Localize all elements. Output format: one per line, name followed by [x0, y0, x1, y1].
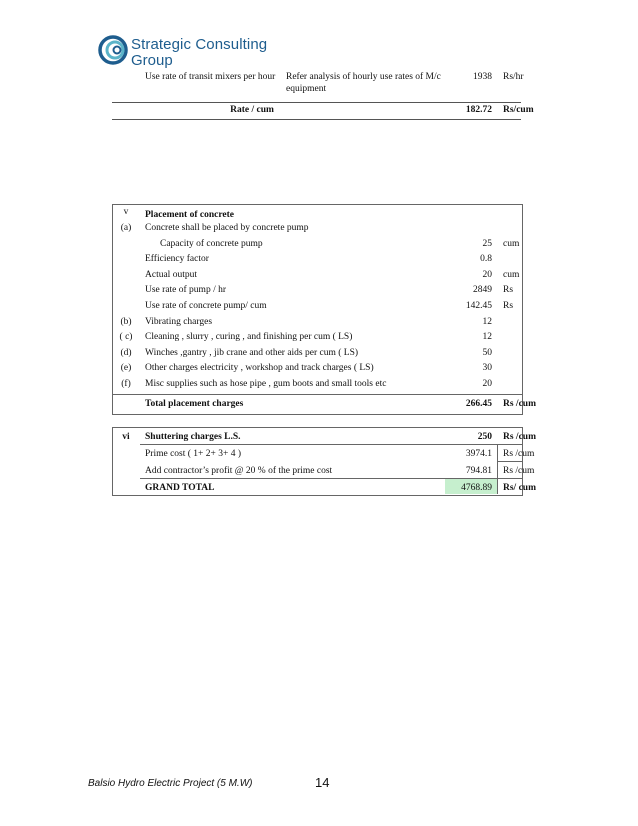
row-value: 25 [482, 239, 492, 249]
row-value: 50 [482, 348, 492, 358]
rate-value: 182.72 [465, 105, 492, 115]
row-value: 2849 [473, 285, 492, 295]
page-number: 14 [315, 775, 330, 790]
logo-text-line2: Group [131, 52, 173, 69]
company-logo [98, 30, 288, 70]
profit-value: 794.81 [465, 466, 492, 476]
row-label: Vibrating charges [145, 317, 213, 327]
row-unit: cum [503, 270, 520, 280]
logo-rings-icon [98, 30, 130, 70]
shuttering-unit: Rs /cum [503, 432, 536, 442]
profit-label: Add contractor’s profit @ 20 % of the prime cost [145, 466, 333, 476]
unit-column-line [497, 444, 498, 494]
row-value: 20 [482, 379, 492, 389]
profit-unit: Rs /cum [503, 466, 535, 476]
shuttering-row-line [140, 444, 522, 445]
row-label: Actual output [145, 270, 197, 280]
row-label: Concrete shall be placed by concrete pump [145, 223, 309, 233]
transit-mixer-unit: Rs/hr [503, 72, 524, 82]
prime-row-line [498, 461, 522, 462]
row-value: 30 [482, 363, 492, 373]
prime-cost-unit: Rs /cum [503, 449, 535, 459]
row-label: Other charges electricity , workshop and track charges ( LS) [145, 363, 374, 373]
transit-mixer-reference: Refer analysis of hourly use rates of M/c equipment [286, 72, 441, 94]
row-unit: Rs [503, 285, 514, 295]
logo-text-line1: Strategic Consulting [131, 36, 268, 53]
prime-cost-value: 3974.1 [465, 449, 492, 459]
total-placement-label: Total placement charges [145, 399, 244, 409]
row-id: ( c) [119, 332, 133, 342]
row-unit: Rs [503, 301, 514, 311]
row-label: Use rate of concrete pump/ cum [145, 301, 267, 311]
row-id: (f) [121, 379, 131, 389]
prime-cost-label: Prime cost ( 1+ 2+ 3+ 4 ) [145, 449, 242, 459]
shuttering-value: 250 [477, 432, 492, 442]
transit-mixer-value: 1938 [473, 72, 492, 82]
placement-total-separator [112, 394, 523, 395]
transit-mixer-description: Use rate of transit mixers per hour [145, 72, 276, 82]
row-id: (e) [120, 363, 132, 373]
grand-total-label: GRAND TOTAL [145, 483, 215, 493]
footer-project-name: Balsio Hydro Electric Project (5 M.W) [88, 778, 253, 789]
row-label: Cleaning , slurry , curing , and finishing per cum ( LS) [145, 332, 353, 342]
row-value: 0.8 [480, 254, 492, 264]
row-label: Capacity of concrete pump [160, 239, 263, 249]
rate-row-double-border [112, 118, 521, 120]
row-value: 12 [482, 332, 492, 342]
row-value: 142.45 [465, 301, 492, 311]
row-label: Misc supplies such as hose pipe , gum boots and small tools etc [145, 379, 387, 389]
row-value: 12 [482, 317, 492, 327]
row-label: Efficiency factor [145, 254, 209, 264]
row-label: Winches ,gantry , jib crane and other aids per cum ( LS) [145, 348, 359, 358]
section-title: Placement of concrete [145, 210, 234, 220]
total-placement-value: 266.45 [465, 399, 492, 409]
row-id: (d) [120, 348, 132, 358]
row-value: 20 [482, 270, 492, 280]
row-unit: cum [503, 239, 520, 249]
shuttering-section-number: vi [122, 432, 130, 442]
row-label: Use rate of pump / hr [145, 285, 226, 295]
row-id: (b) [120, 317, 132, 327]
section-number: v [123, 207, 129, 217]
row-id: (a) [120, 223, 132, 233]
grand-total-unit: Rs/ cum [503, 483, 536, 493]
rate-label: Rate / cum [230, 105, 274, 115]
shuttering-title: Shuttering charges L.S. [145, 432, 241, 442]
total-placement-unit: Rs /cum [503, 399, 536, 409]
rate-unit: Rs/cum [503, 105, 534, 115]
profit-row-line [140, 478, 522, 479]
grand-total-value: 4768.89 [461, 483, 492, 493]
